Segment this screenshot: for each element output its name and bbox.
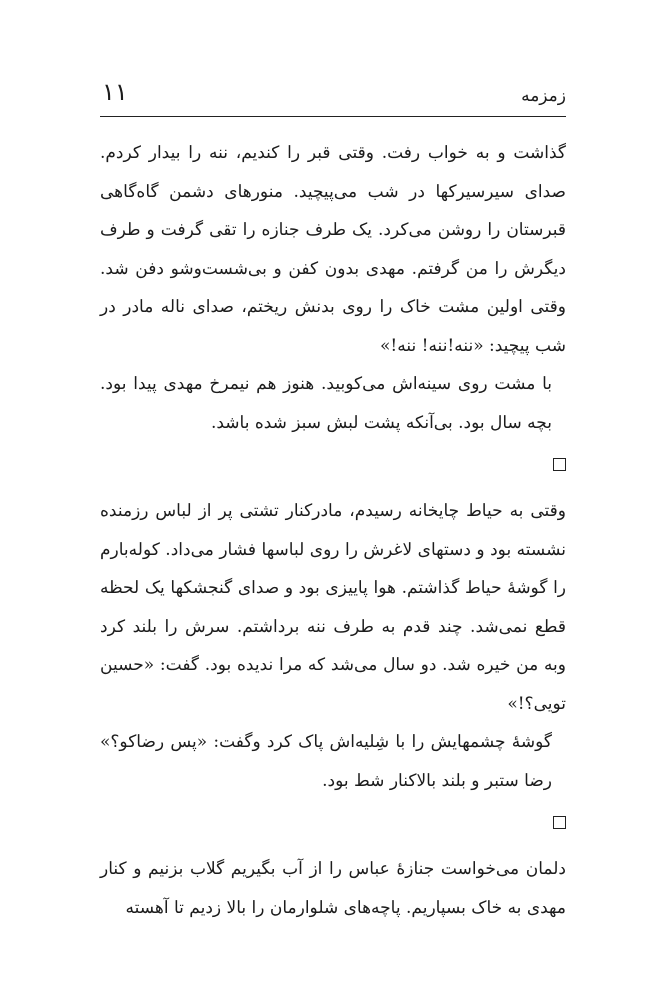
header-rule (100, 116, 566, 117)
paragraph: وقتی به حیاط چایخانه رسیدم، مادرکنار تشتی پر از لباس رزمنده نشسته بود و دستهای لاغرش را روی لباسها فشار می‌داد. کوله‌بارم را گوشهٔ حیاط گذاشتم. هوا پاییزی بود و صدای گنجشکها یک لحظه قطع نمی‌شد. چند قدم به طرف ننه برداشتم. سرش را بلند کرد وبه من خیره شد. دو سال می‌شد که مرا ندیده بود. گفت: «حسین تویی؟!» (100, 501, 566, 714)
section-marker-icon (553, 816, 566, 829)
section-marker-icon (553, 458, 566, 471)
section-break (100, 456, 566, 478)
page-number: ۱۱ (102, 78, 128, 106)
paragraph: دلمان می‌خواست جنازهٔ عباس را از آب بگیریم گلاب بزنیم و کنار مهدی به خاک بسپاریم. پاچه‌های شلوارمان را بالا زدیم تا آهسته (100, 859, 566, 918)
body-text (100, 134, 566, 927)
paragraph: گذاشت و به خواب رفت. وقتی قبر را کندیم، ننه را بیدار کردم. صدای سیرسیرکها در شب می‌پیچید. منورهای دشمن گاه‌گاهی قبرستان را روشن می‌کرد. یک طرف جنازه را تقی گرفت و طرف دیگرش را من گرفتم. مهدی بدون کفن و بی‌شست‌وشو دفن شد. وقتی اولین مشت خاک را روی بدنش ریختم، صدای ناله مادر در شب پیچید: «ننه!ننه! ننه!» (100, 143, 566, 356)
book-title: زمزمه (521, 86, 566, 106)
paragraph: گوشهٔ چشمهایش را با شِلیه‌اش پاک کرد وگفت: «پس رضاکو؟» رضا ستبر و بلند بالاکنار شط بود. (100, 732, 552, 791)
section-break (100, 814, 566, 836)
paragraph: با مشت روی سینه‌اش می‌کوبید. هنوز هم نیمرخ مهدی پیدا بود. بچه سال بود. بی‌آنکه پشت لبش سبز شده باشد. (100, 374, 552, 433)
running-header (100, 76, 566, 112)
